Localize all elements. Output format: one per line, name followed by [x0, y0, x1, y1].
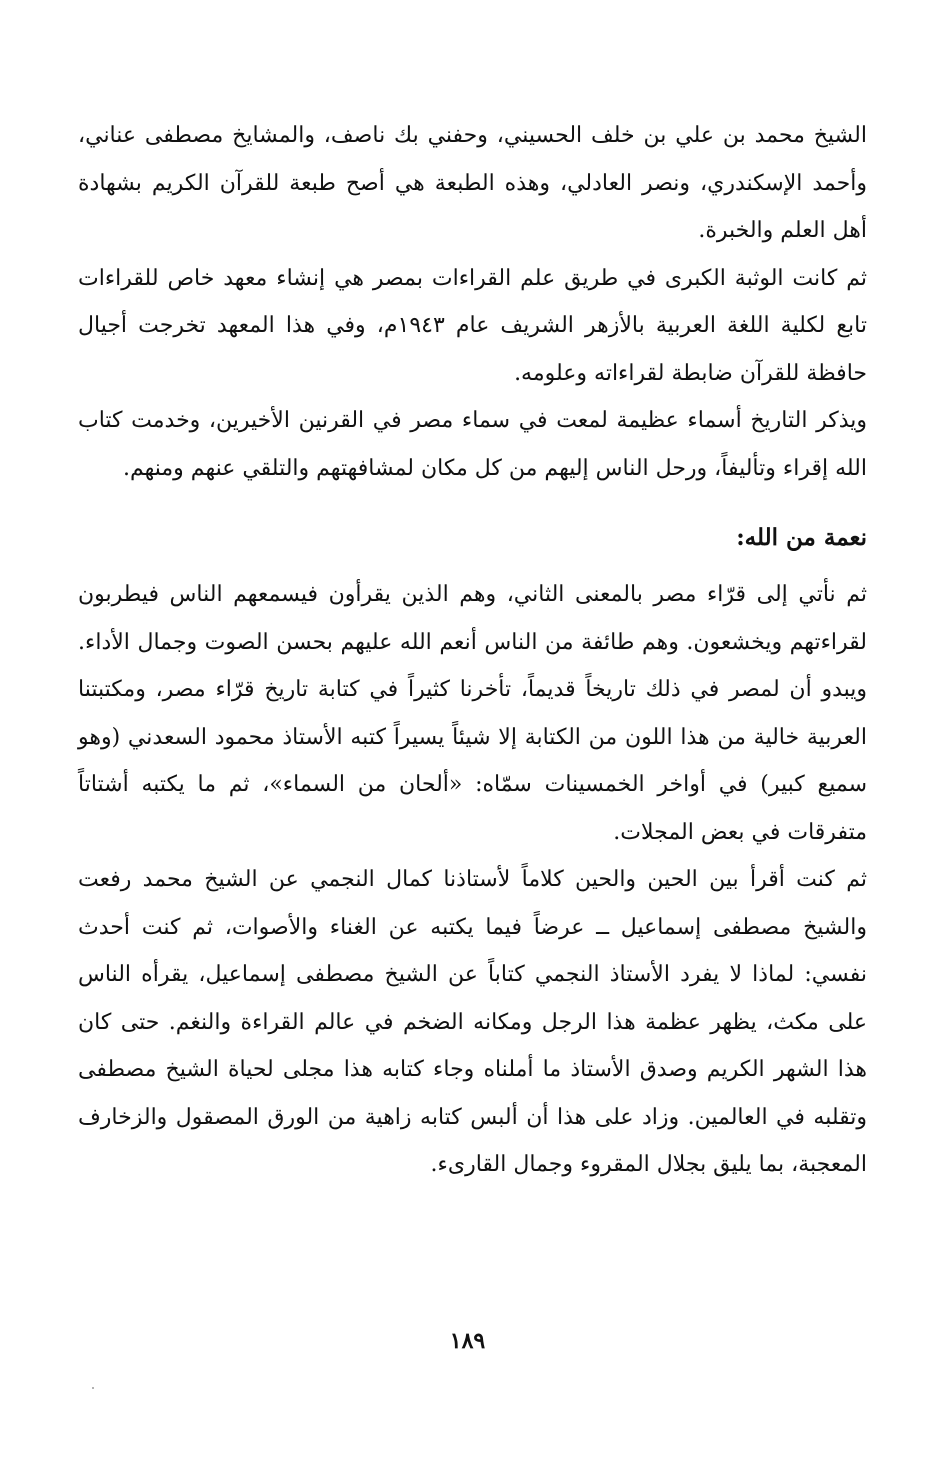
page-body	[78, 112, 867, 1189]
scan-speck	[92, 1387, 94, 1389]
section-heading: نعمة من الله:	[736, 524, 867, 551]
paragraph-2: ثم كانت الوثبة الكبرى في طريق علم القراءات بمصر هي إنشاء معهد خاص للقراءات تابع لكلية اللغة العربية بالأزهر الشريف عام ١٩٤٣م، وفي هذا المعهد تخرجت أجيال حافظة للقرآن ضابطة لقراءاته وعلومه.	[78, 265, 867, 386]
paragraph-3: ويذكر التاريخ أسماء عظيمة لمعت في سماء مصر في القرنين الأخيرين، وخدمت كتاب الله إقراء وتأليفاً، ورحل الناس إليهم من كل مكان لمشافهتهم والتلقي عنهم ومنهم.	[78, 408, 867, 481]
paragraph-4: ثم نأتي إلى قرّاء مصر بالمعنى الثاني، وهم الذين يقرأون فيسمعهم الناس فيطربون لقراءتهم ويخشعون. وهم طائفة من الناس أنعم الله عليهم بحسن الصوت وجمال الأداء. ويبدو أن لمصر في ذلك تاريخاً قديماً، تأخرنا كثيراً في كتابة تاريخ قرّاء مصر، ومكتبتنا العربية خالية من هذا اللون من الكتابة إلا شيئاً يسيراً كتبه الأستاذ محمود السعدني (وهو سميع كبير) في أواخر الخمسينات سمّاه: «ألحان من السماء»، ثم ما يكتبه أشتاتاً متفرقات في بعض المجلات.	[78, 582, 868, 845]
paragraph-1: الشيخ محمد بن علي بن خلف الحسيني، وحفني بك ناصف، والمشايخ مصطفى عناني، وأحمد الإسكندري، ونصر العادلي، وهذه الطبعة هي أصح طبعة للقرآن الكريم بشهادة أهل العلم والخبرة.	[78, 123, 867, 243]
paragraph-5: ثم كنت أقرأ بين الحين والحين كلاماً لأستاذنا كمال النجمي عن الشيخ محمد رفعت والشيخ مصطفى إسماعيل ــ عرضاً فيما يكتبه عن الغناء والأصوات، ثم كنت أحدث نفسي: لماذا لا يفرد الأستاذ النجمي كتاباً عن الشيخ مصطفى إسماعيل، يقرأه الناس على مكث، يظهر عظمة هذا الرجل ومكانه الضخم في عالم القراءة والنغم. حتى كان هذا الشهر الكريم وصدق الأستاذ ما أملناه وجاء كتابه هذا مجلى لحياة الشيخ مصطفى وتقلبه في العالمين. وزاد على هذا أن ألبس كتابه زاهية من الورق المصقول والزخارف المعجبة، بما يليق بجلال المقروء وجمال القارىء.	[78, 867, 867, 1177]
page-number: ١٨٩	[449, 1328, 486, 1354]
